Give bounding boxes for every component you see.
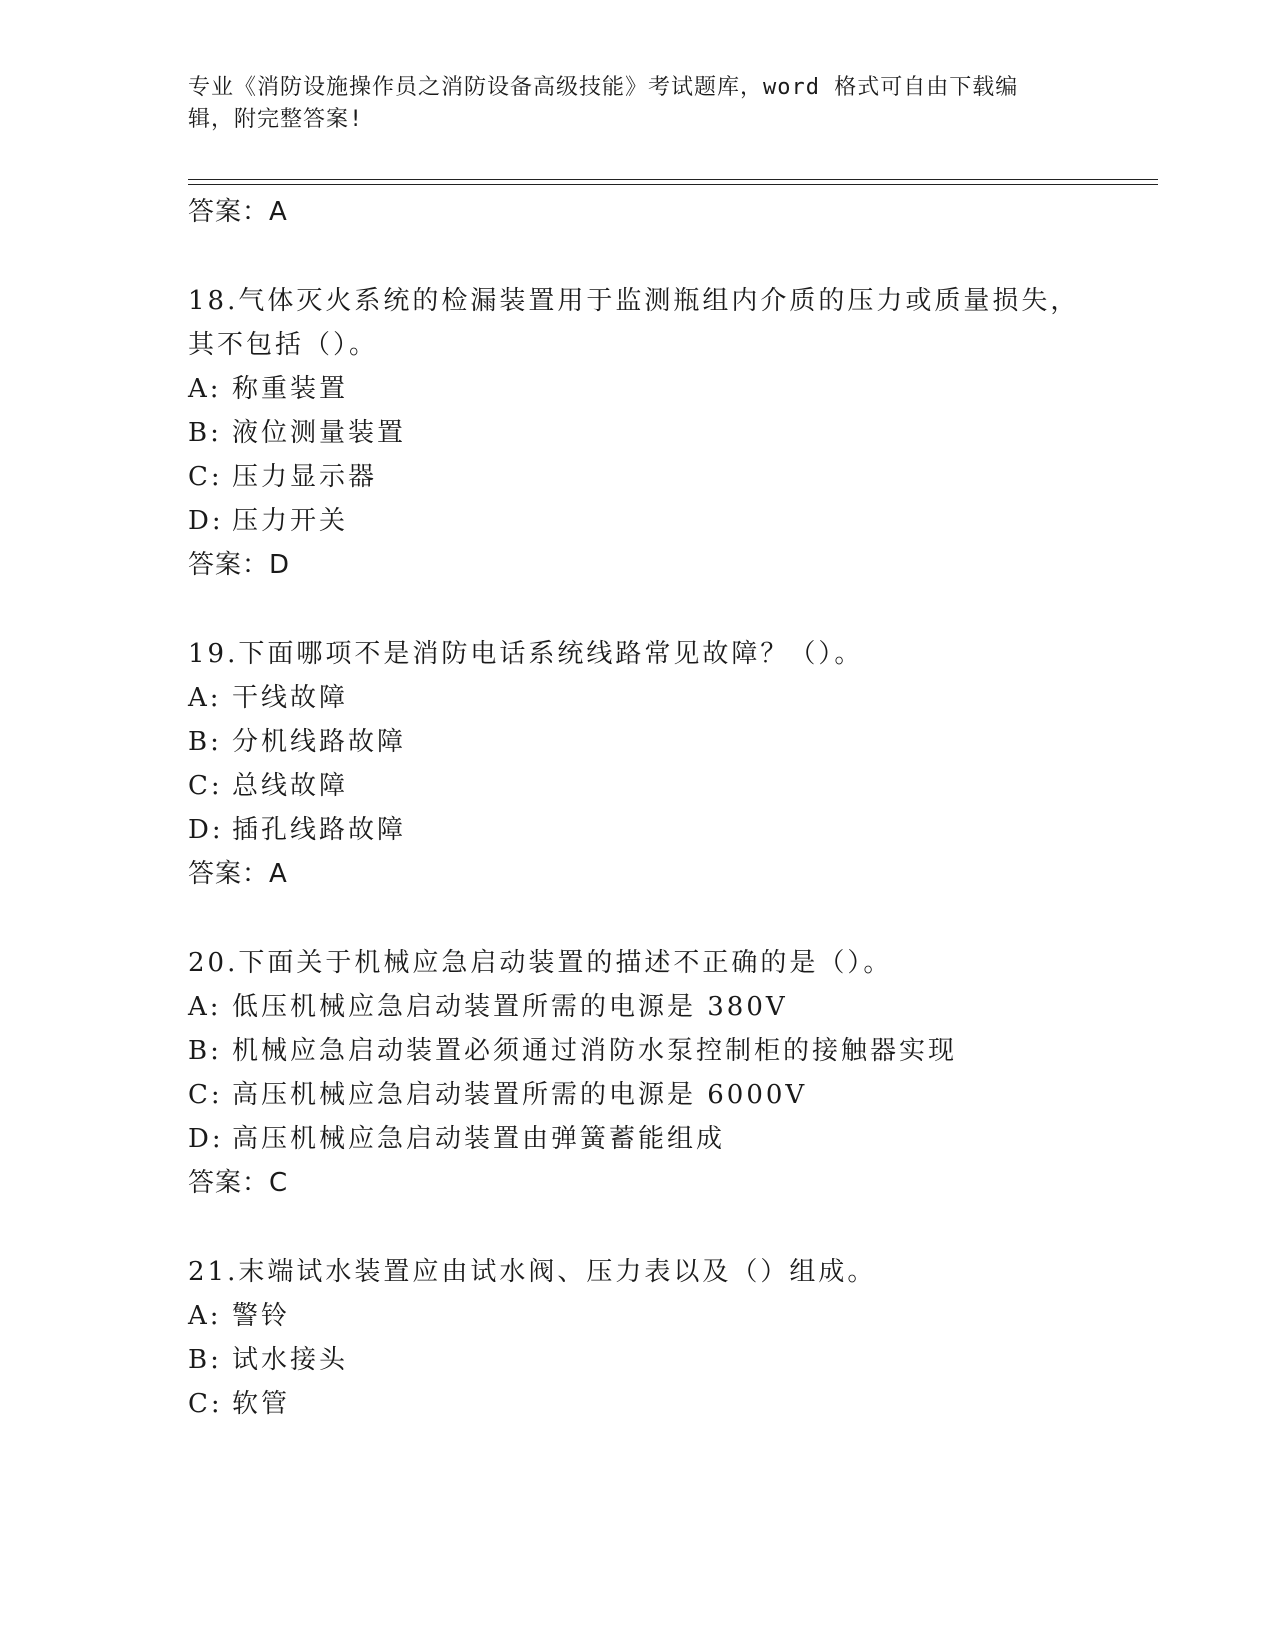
option-text: 高压机械应急启动装置由弹簧蓄能组成 [232,1124,726,1154]
question-18-answer: 答案：D [188,550,291,580]
question-19-answer: 答案：A [188,859,288,889]
option-text: 高压机械应急启动装置所需的电源是 6000V [232,1080,808,1110]
option-letter: D: [188,506,224,536]
question-21-option-c [188,1387,290,1421]
question-20-answer: 答案：C [188,1168,289,1198]
question-21-stem-line-1: 21.末端试水装置应由试水阀、压力表以及（）组成。 [188,1257,877,1287]
header-line-1: 专业《消防设施操作员之消防设备高级技能》考试题库，word 格式可自由下载编 [188,75,1019,100]
option-text: 压力开关 [232,506,349,536]
header-line-2: 辑，附完整答案! [188,107,364,132]
prev-answer: 答案：A [188,197,288,227]
question-18-option-c [188,460,377,494]
question-18-option-b [188,416,406,450]
question-19-stem-line-1: 19.下面哪项不是消防电话系统线路常见故障？（）。 [188,639,864,669]
option-text: 软管 [232,1389,291,1419]
question-20-option-b [188,1034,957,1068]
question-21-option-a [188,1299,290,1333]
question-18-stem-line-1: 18.气体灭火系统的检漏装置用于监测瓶组内介质的压力或质量损失， [188,286,1080,316]
header-divider-top [188,179,1158,180]
question-20-stem-line-1: 20.下面关于机械应急启动装置的描述不正确的是（）。 [188,948,893,978]
option-letter: B: [188,1345,222,1375]
question-19-option-b [188,725,406,759]
option-letter: C: [188,1389,223,1419]
question-18-option-d [188,504,348,538]
option-letter: A: [188,992,222,1022]
option-letter: B: [188,418,222,448]
option-letter: B: [188,1036,222,1066]
question-21-option-b [188,1343,348,1377]
option-text: 液位测量装置 [232,418,407,448]
question-20-option-c [188,1078,807,1112]
option-text: 警铃 [232,1301,291,1331]
option-letter: C: [188,1080,223,1110]
option-letter: C: [188,462,223,492]
question-19-option-d [188,813,406,847]
option-text: 干线故障 [232,683,349,713]
option-text: 插孔线路故障 [232,815,407,845]
option-letter: A: [188,683,222,713]
option-letter: B: [188,727,222,757]
question-18-stem-line-2: 其不包括（）。 [188,330,379,360]
option-text: 试水接头 [232,1345,349,1375]
document-header [188,72,1088,136]
option-text: 压力显示器 [232,462,378,492]
question-19-option-c [188,769,348,803]
option-text: 称重装置 [232,374,349,404]
option-letter: D: [188,1124,224,1154]
option-letter: A: [188,1301,222,1331]
question-20-option-d [188,1122,725,1156]
option-text: 低压机械应急启动装置所需的电源是 380V [232,992,788,1022]
question-20-option-a [188,990,788,1024]
option-text: 总线故障 [232,771,349,801]
option-letter: A: [188,374,222,404]
option-text: 机械应急启动装置必须通过消防水泵控制柜的接触器实现 [232,1036,958,1066]
option-letter: D: [188,815,224,845]
question-18-option-a [188,372,348,406]
option-text: 分机线路故障 [232,727,407,757]
question-19-option-a [188,681,348,715]
option-letter: C: [188,771,223,801]
header-divider-bottom [188,184,1158,185]
